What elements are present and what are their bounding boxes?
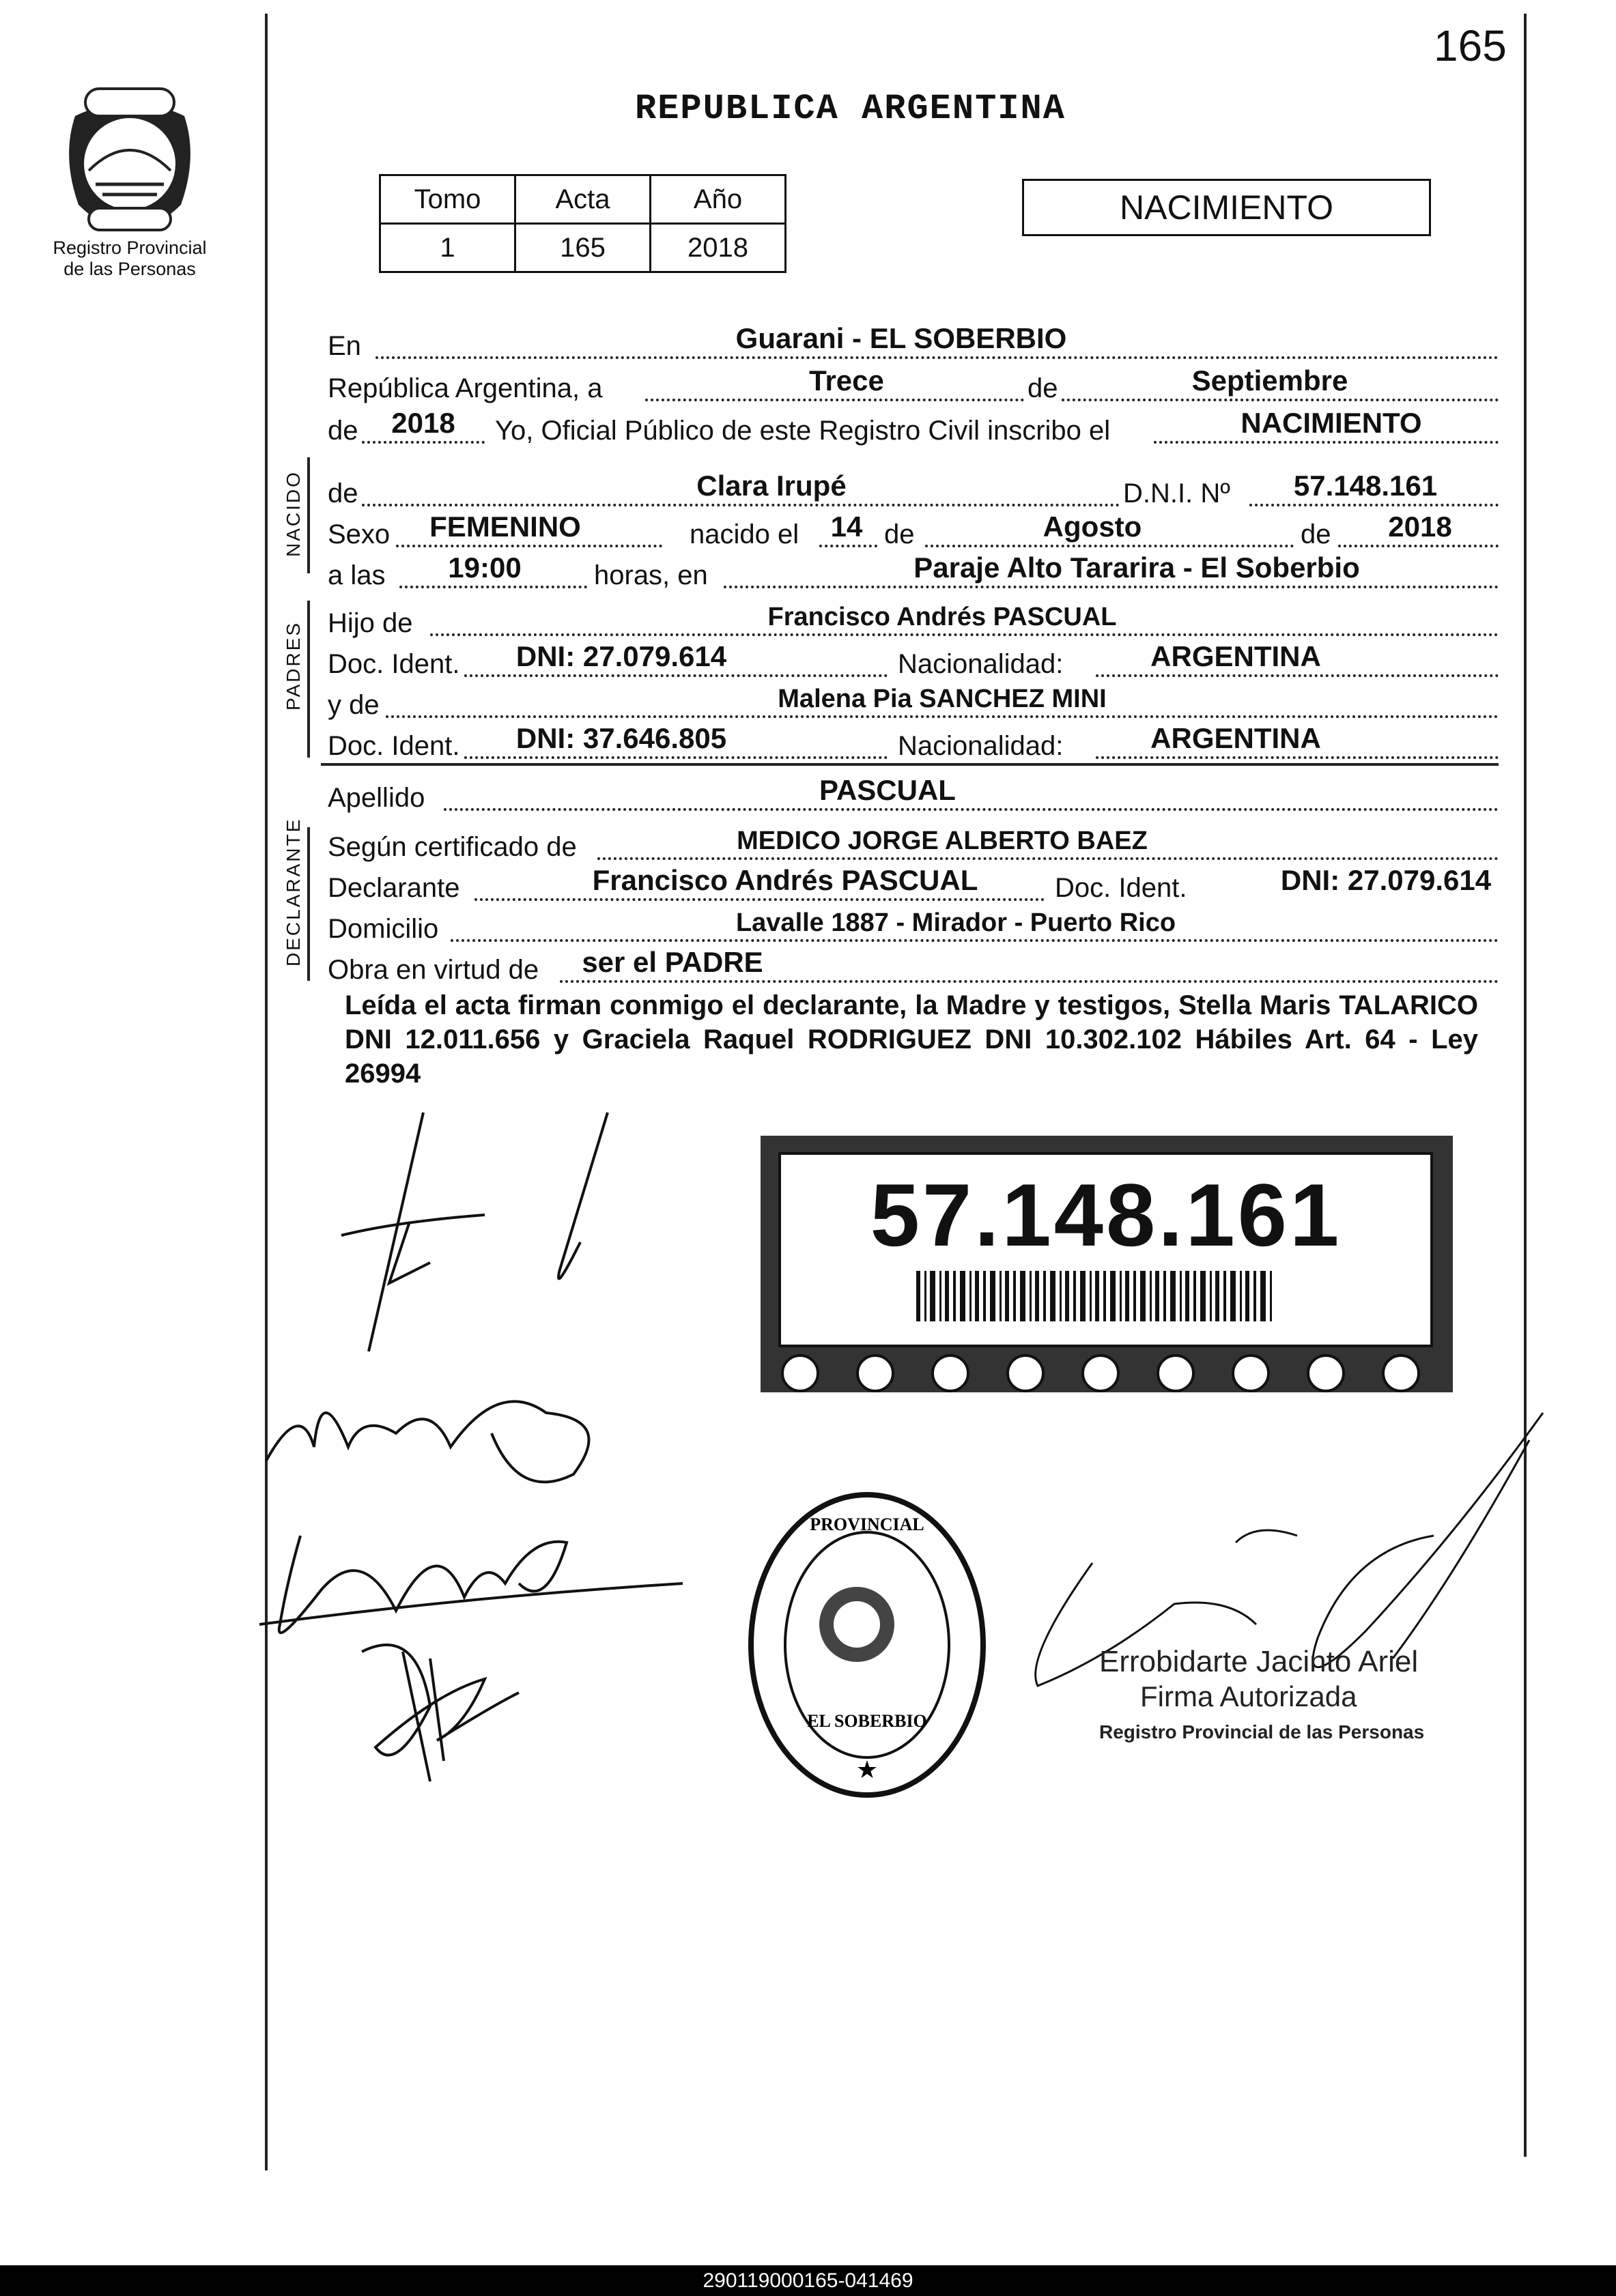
month-value: Septiembre xyxy=(1191,364,1348,397)
stamp-dni-number: 57.148.161 xyxy=(870,1165,1342,1265)
child-name: Clara Irupé xyxy=(696,470,847,502)
footer-code: 290119000165-041469 xyxy=(0,2265,1616,2296)
svg-text:EL SOBERBIO: EL SOBERBIO xyxy=(807,1711,927,1731)
page-number: 165 xyxy=(1434,21,1507,70)
nacido-side-label: NACIDO xyxy=(283,470,304,557)
tomo-value: 1 xyxy=(380,224,515,272)
declarante-row-2: Declarante Francisco Andrés PASCUAL Doc. Ident. DNI: 27.079.614 xyxy=(328,863,1499,905)
acta-header: Acta xyxy=(515,175,651,224)
svg-text:★: ★ xyxy=(855,1755,879,1783)
declarante-row-4: Obra en virtud de ser el PADRE xyxy=(328,945,1499,987)
record-table xyxy=(379,174,786,273)
mother-nationality: ARGENTINA xyxy=(1150,722,1321,754)
place-value: Guarani - EL SOBERBIO xyxy=(735,322,1067,354)
delegacion-el-soberbio-seal xyxy=(744,1488,990,1802)
day-value: Trece xyxy=(809,364,884,397)
birth-day: 14 xyxy=(830,511,863,543)
declarant-name: Francisco Andrés PASCUAL xyxy=(592,864,978,896)
father-nationality: ARGENTINA xyxy=(1150,640,1321,672)
nacido-row-1: de Clara Irupé D.N.I. Nº 57.148.161 xyxy=(328,468,1499,511)
birth-hour: 19:00 xyxy=(448,551,522,584)
declarant-doc: DNI: 27.079.614 xyxy=(1280,864,1492,896)
intro-row-3: de 2018 Yo, Oficial Público de este Registro Civil inscribo el NACIMIENTO xyxy=(328,405,1499,448)
declarante-side-label: DECLARANTE xyxy=(283,817,304,966)
year-value: 2018 xyxy=(391,407,455,439)
child-dni: 57.148.161 xyxy=(1293,470,1438,502)
tomo-header: Tomo xyxy=(380,175,515,224)
sexo-value: FEMENINO xyxy=(429,511,581,543)
anio-value: 2018 xyxy=(651,224,786,272)
provincia-misiones-logo xyxy=(48,75,212,239)
declarante-row-3: Domicilio Lavalle 1887 - Mirador - Puerto Rico xyxy=(328,904,1499,946)
certificate-value: MEDICO JORGE ALBERTO BAEZ xyxy=(737,827,1148,855)
intro-row-1: En Guarani - EL SOBERBIO xyxy=(328,321,1499,363)
father-name: Francisco Andrés PASCUAL xyxy=(767,603,1117,631)
birth-place: Paraje Alto Tararira - El Soberbio xyxy=(913,551,1360,584)
country-title: REPUBLICA ARGENTINA xyxy=(635,89,1066,129)
padres-row-3: y de Malena Pia SANCHEZ MINI xyxy=(328,680,1499,722)
mother-name: Malena Pia SANCHEZ MINI xyxy=(778,685,1107,713)
domicile-value: Lavalle 1887 - Mirador - Puerto Rico xyxy=(735,908,1176,937)
signatory-name: Errobidarte Jacinto Ariel xyxy=(1099,1645,1419,1678)
declarante-row-1: Según certificado de MEDICO JORGE ALBERTO BAEZ xyxy=(328,822,1499,864)
apellido-value: PASCUAL xyxy=(819,774,956,806)
padres-row-4: Doc. Ident. DNI: 37.646.805 Nacionalidad: ARGENTINA xyxy=(328,721,1499,763)
padres-row-2: Doc. Ident. DNI: 27.079.614 Nacionalidad: ARGENTINA xyxy=(328,639,1499,681)
acta-value: 165 xyxy=(515,224,651,272)
apellido-row: Apellido PASCUAL xyxy=(328,773,1499,815)
act-value: NACIMIENTO xyxy=(1241,407,1422,439)
record-type: NACIMIENTO xyxy=(1022,179,1431,236)
intro-row-2: República Argentina, a Trece de Septiembre xyxy=(328,363,1499,405)
anio-header: Año xyxy=(651,175,786,224)
closing-statement: Leída el acta firman conmigo el declarante, la Madre y testigos, Stella Maris TALARICO DNI 12.011.656 y Graciela Raquel RODRIGUEZ DNI 10.302.102 Hábiles Art. 64 - Ley 26994 xyxy=(345,990,1478,1089)
nacido-row-2: Sexo FEMENINO nacido el 14 de Agosto de 2018 xyxy=(328,509,1499,551)
father-doc: DNI: 27.079.614 xyxy=(515,640,727,672)
obra-value: ser el PADRE xyxy=(582,946,763,978)
svg-text:PROVINCIAL: PROVINCIAL xyxy=(810,1515,924,1534)
right-margin-line xyxy=(1524,14,1527,2157)
nacido-row-3: a las 19:00 horas, en Paraje Alto Tararira - El Soberbio xyxy=(328,550,1499,592)
padres-side-label: PADRES xyxy=(283,620,304,711)
signatory-org: Registro Provincial de las Personas xyxy=(1099,1721,1425,1742)
signatory-title: Firma Autorizada xyxy=(1140,1680,1357,1712)
logo-label: Registro Provincial de las Personas xyxy=(53,238,207,279)
witness-signatures xyxy=(259,1092,683,1809)
birth-year: 2018 xyxy=(1388,511,1452,543)
birth-month: Agosto xyxy=(1043,511,1142,543)
padres-row-1: Hijo de Francisco Andrés PASCUAL xyxy=(328,598,1499,640)
mother-doc: DNI: 37.646.805 xyxy=(515,722,727,754)
